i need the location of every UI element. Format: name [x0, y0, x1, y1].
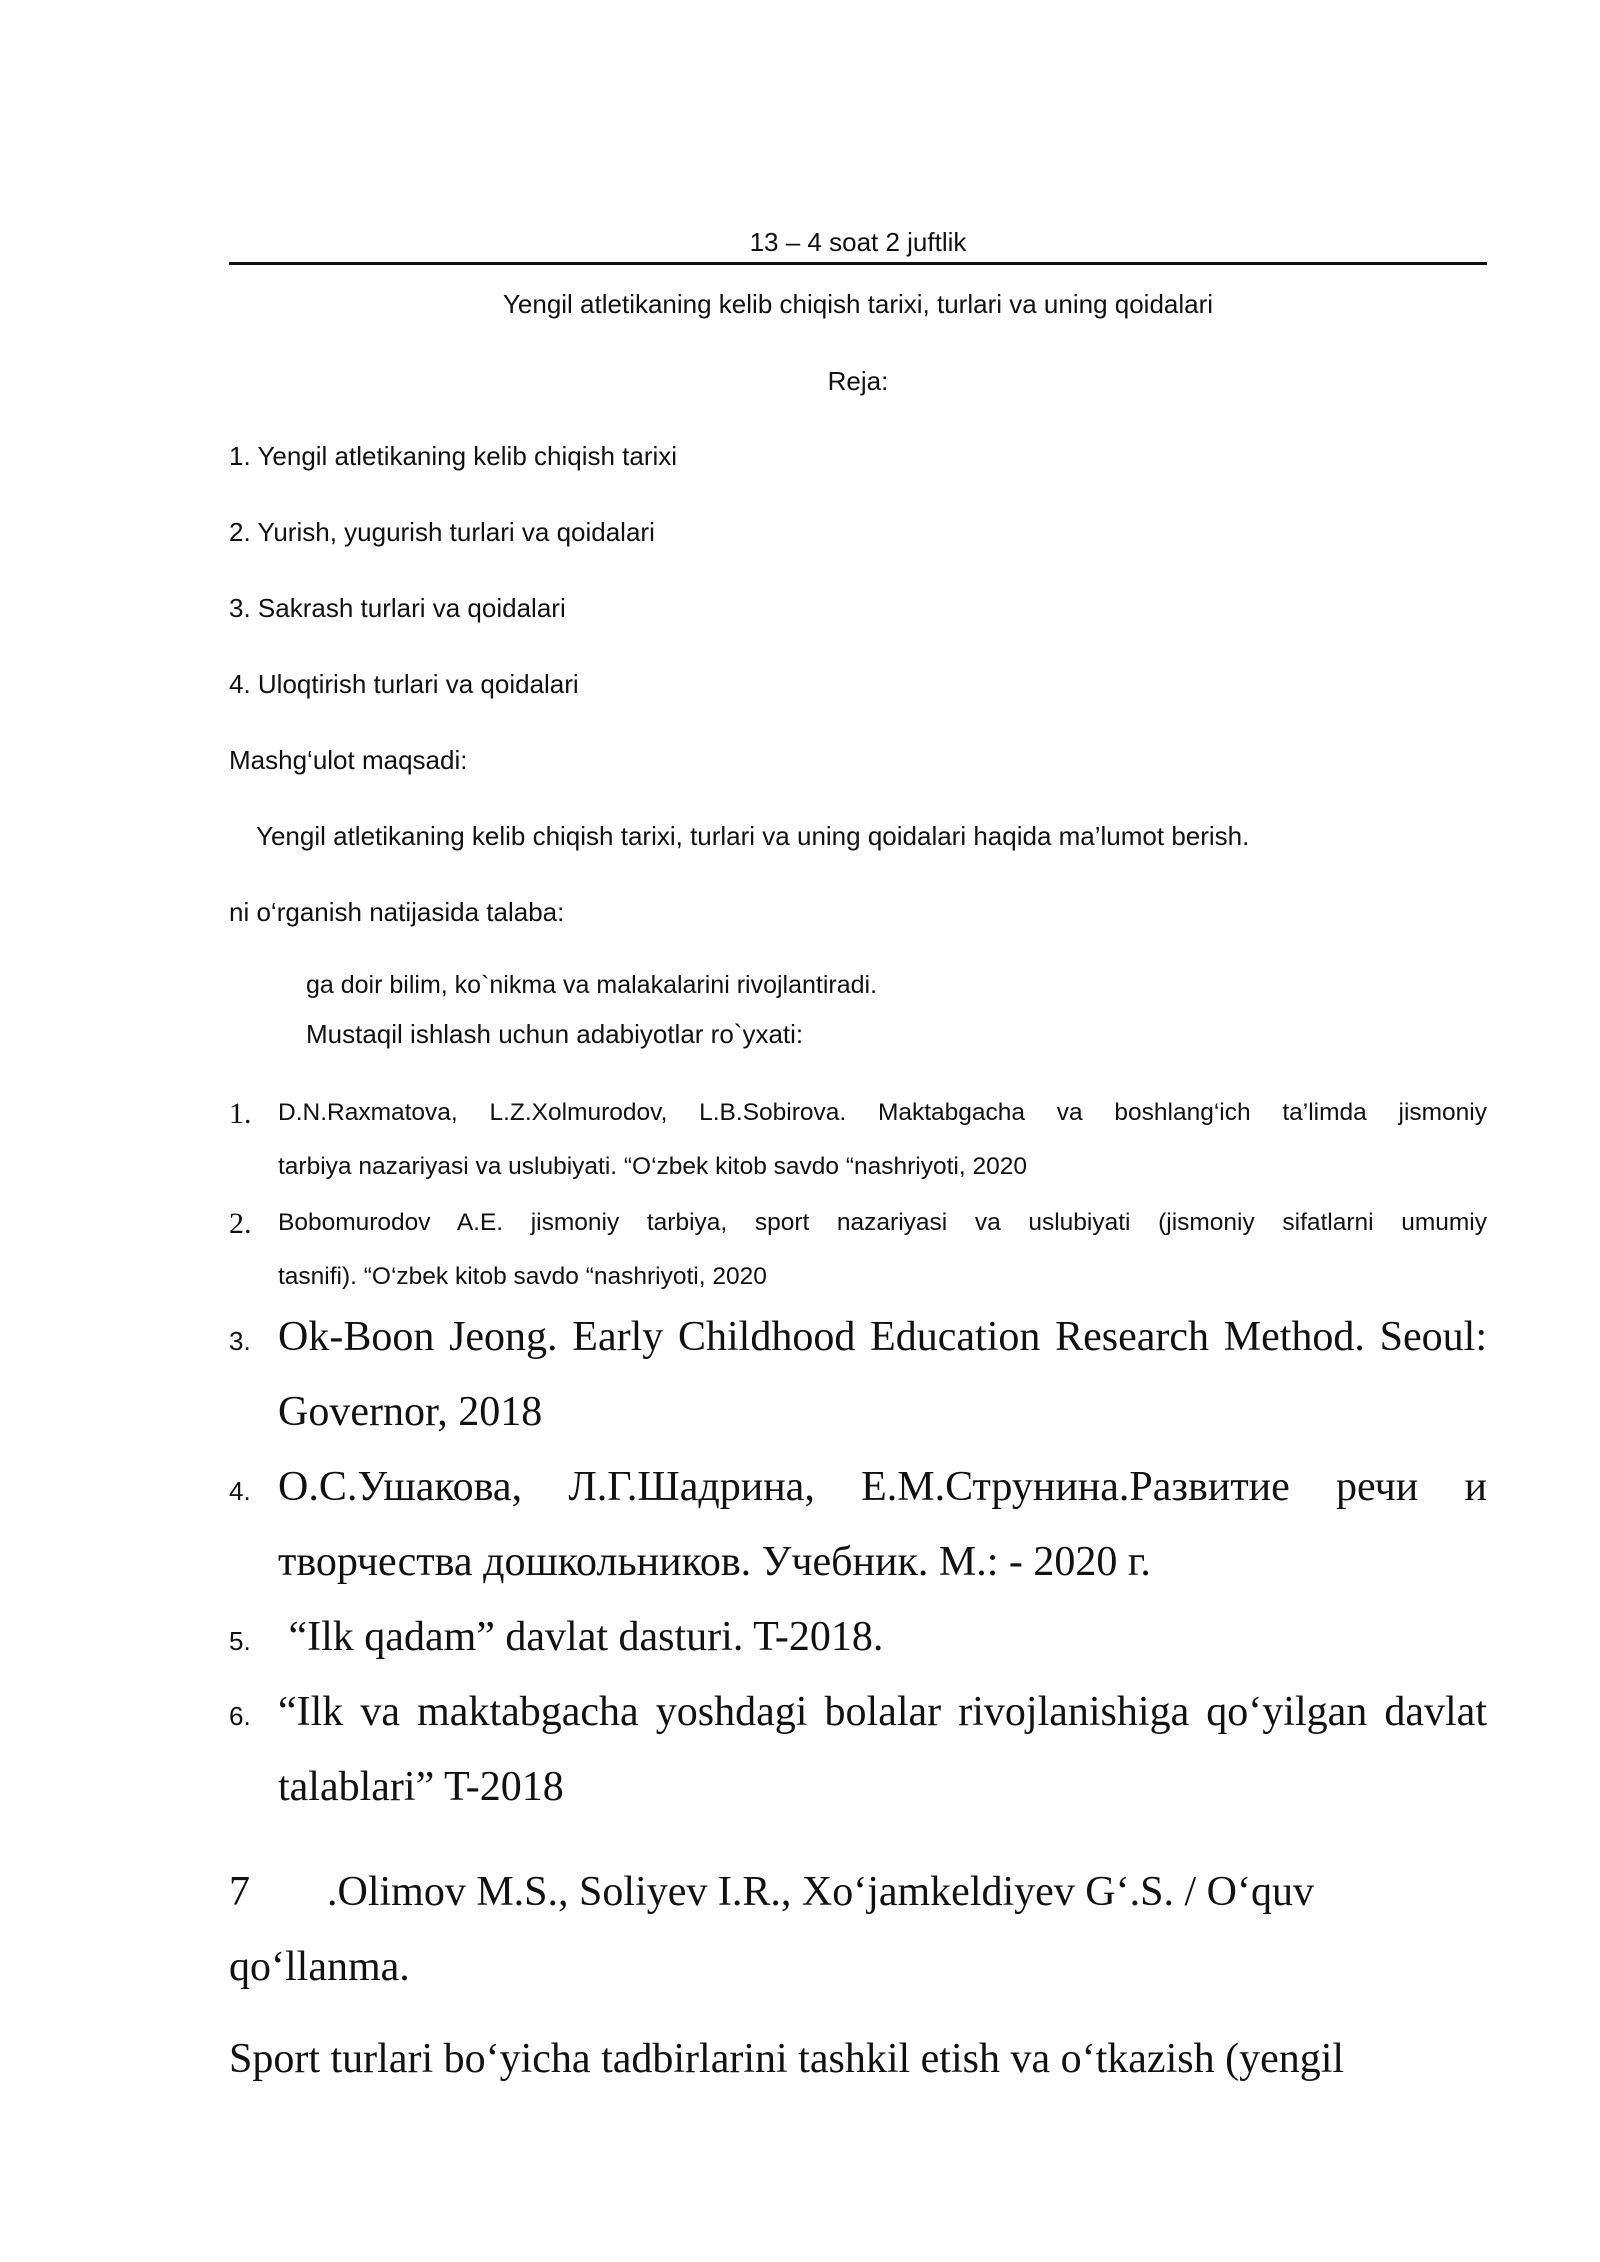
reference-item — [278, 1300, 1487, 1450]
reference-line: tarbiya nazariyasi va uslubiyati. “O‘zbek kitob savdo “nashriyoti, 2020 — [278, 1153, 1027, 1180]
reference-item — [278, 1675, 1487, 1825]
reference-line: “Ilk va maktabgacha yoshdagi bolalar rivojlanishiga qo‘yilgan davlat — [278, 1689, 1487, 1735]
reference-number: 4. — [229, 1476, 251, 1506]
plan-item: 2. Yurish, yugurish turlari va qoidalari — [229, 517, 655, 547]
plan-item: 1. Yengil atletikaning kelib chiqish tarixi — [229, 441, 678, 471]
reference-number: 6. — [229, 1701, 251, 1731]
reference-line: D.N.Raxmatova, L.Z.Xolmurodov, L.B.Sobirova. Maktabgacha va boshlang‘ich ta’limda jismoniy — [278, 1099, 1487, 1126]
reference-line: qo‘llanma. — [229, 1944, 410, 1990]
reference-number: 5. — [229, 1626, 251, 1656]
goal-heading: Mashg‘ulot maqsadi: — [229, 745, 468, 775]
reference-line: tasnifi). “O‘zbek kitob savdo “nashriyoti, 2020 — [278, 1263, 767, 1290]
reference-number: 2. — [229, 1207, 252, 1240]
reference-line: talablari” T-2018 — [278, 1764, 564, 1810]
goal-text: Yengil atletikaning kelib chiqish tarixi, turlari va uning qoidalari haqida ma’lumot berish. — [256, 821, 1250, 851]
reference-item — [278, 1086, 1487, 1194]
reference-line: Bobomurodov A.E. jismoniy tarbiya, sport nazariyasi va uslubiyati (jismoniy sifatlarni umumiy — [278, 1209, 1487, 1236]
reference-line: О.С.Ушакова, Л.Г.Шадрина, Е.М.Струнина.Развитие речи и — [278, 1464, 1487, 1510]
reference-number: 7 — [229, 1869, 250, 1915]
plan-item: 4. Uloqtirish turlari va qoidalari — [229, 669, 579, 699]
reference-line: творчества дошкольников. Учебник. М.: - 2020 г. — [278, 1539, 1151, 1585]
body-text: Sport turlari bo‘yicha tadbirlarini tashkil etish va o‘tkazish (yengil — [229, 2036, 1345, 2082]
reference-number: 3. — [229, 1326, 251, 1356]
reference-line: Governor, 2018 — [278, 1389, 543, 1435]
session-header: 13 – 4 soat 2 juftlik — [749, 227, 967, 257]
document-title: Yengil atletikaning kelib chiqish tarixi, turlari va uning qoidalari — [502, 289, 1214, 319]
reference-item — [278, 1450, 1487, 1600]
reference-line: “Ilk qadam” davlat dasturi. T-2018. — [278, 1614, 884, 1660]
reference-item — [278, 1196, 1487, 1304]
header-divider — [229, 262, 1487, 265]
reference-line: Ok-Boon Jeong. Early Childhood Education Research Method. Seoul: — [278, 1314, 1487, 1360]
plan-heading: Reja: — [827, 366, 889, 396]
outcome-text: ga doir bilim, ko`nikma va malakalarini rivojlantiradi. — [306, 971, 878, 999]
plan-item: 3. Sakrash turlari va qoidalari — [229, 593, 566, 623]
outcome-heading: ni o‘rganish natijasida talaba: — [229, 897, 565, 927]
reference-line: .Olimov M.S., Soliyev I.R., Xo‘jamkeldiyev G‘.S. / O‘quv — [327, 1869, 1314, 1915]
reference-number: 1. — [229, 1097, 252, 1130]
references-heading: Mustaqil ishlash uchun adabiyotlar ro`yxati: — [306, 1019, 804, 1049]
